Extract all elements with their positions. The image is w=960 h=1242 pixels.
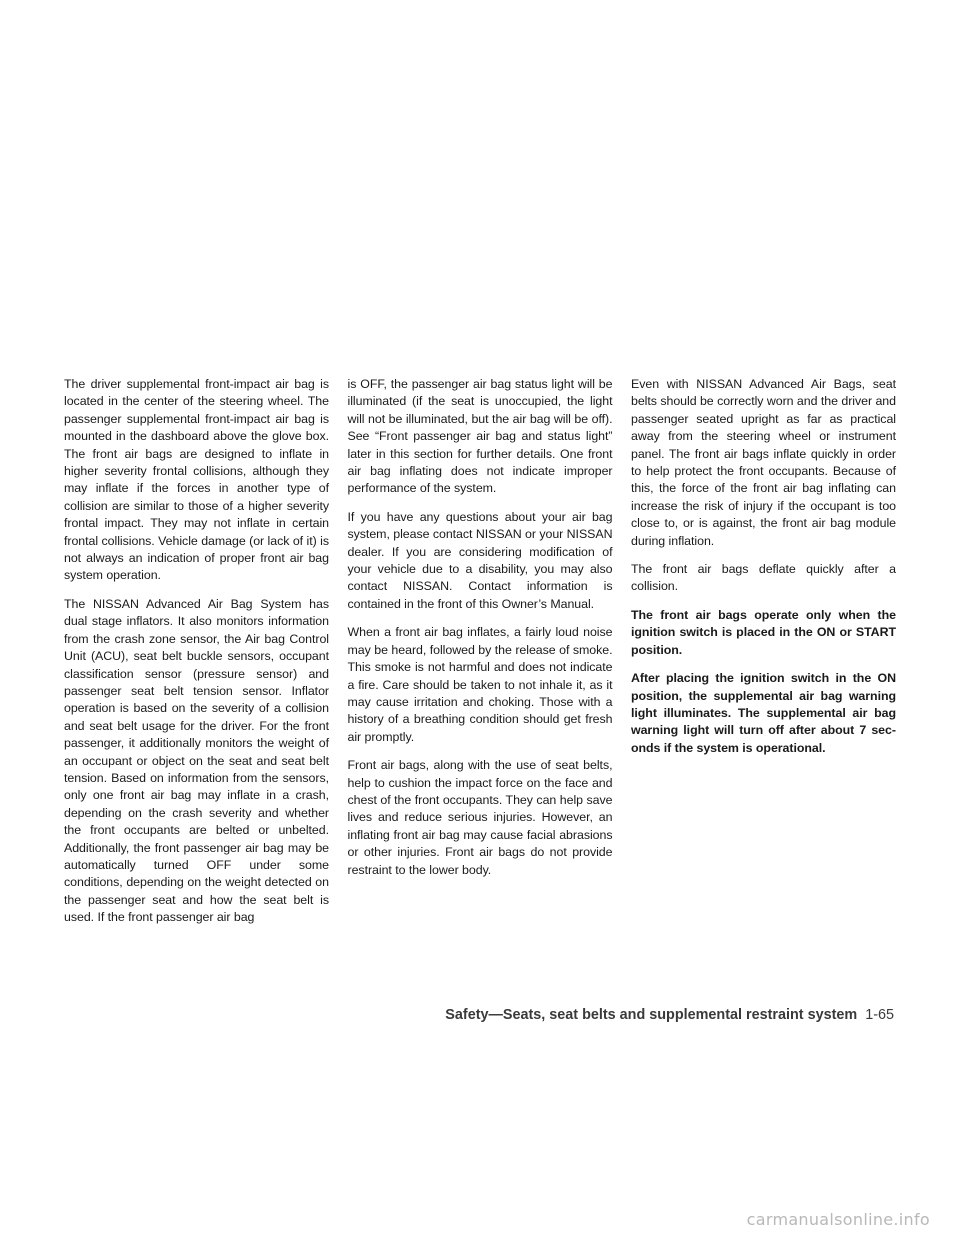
column-middle xyxy=(348,376,613,938)
watermark-text: carmanualsonline.info xyxy=(746,1210,930,1229)
page-footer xyxy=(445,1007,894,1023)
footer-page-number: 1-65 xyxy=(865,1007,894,1023)
paragraph-air-bag-smoke: When a front air bag inflates, a fairly loud noise may be heard, followed by the release of smoke. This smoke is not harmful and does not indicate a fire. Care should be taken to not inhale it, as it may cause irritation and choking. Those with a history of a breathing condition should get fresh air promptly. xyxy=(347,625,613,744)
column-left xyxy=(64,376,329,938)
paragraph-seat-belts-worn: Even with NISSAN Advanced Air Bags, seat belts should be correctly worn and the driver and passenger seated upright as far as practical away from the steering wheel or instrument panel. The front air bags inflate quickly in order to help protect the front occupants. Because of this, the force of the front air bag inflating can increase the risk of injury if the occupant is too close to, or is against, the front air bag module during inflation. xyxy=(631,377,896,548)
paragraph-passenger-status-light: is OFF, the passenger air bag status light will be illuminated (if the seat is unoccupied, the light will not be illuminated, but the air bag will be off). See “Front passenger air bag and status light” later in this section for further details. One front air bag inflating does not indicate improper performance of the system. xyxy=(347,377,613,496)
footer-section-title: Safety—Seats, seat belts and supplemental restraint system xyxy=(445,1007,858,1023)
body-columns xyxy=(64,376,896,938)
paragraph-driver-air-bag-location: The driver supplemental front-impact air bag is located in the center of the steering wheel. The passenger supplemental front-impact air bag is mounted in the dashboard above the glove box. The front air bags are designed to inflate in higher severity frontal collisions, although they may inflate if the forces in another type of collision are similar to those of a higher severity frontal impact. They may not inflate in certain frontal collisions. Vehicle damage (or lack of it) is not always an indication of proper front air bag system operation. xyxy=(64,377,329,583)
paragraph-warning-light-note: After placing the ignition switch in the ON position, the supplemental air bag warning light illuminates. The supplemental air bag warning light will turn off after about 7 seconds if the system is operational. xyxy=(631,671,896,755)
paragraph-contact-nissan: If you have any questions about your air bag system, please contact NISSAN or your NISSAN dealer. If you are considering modification of your vehicle due to a disability, you may also contact NISSAN. Contact information is contained in the front of this Owner’s Manual. xyxy=(347,509,613,611)
paragraph-ignition-switch-note: The front air bags operate only when the ignition switch is placed in the ON or START position. xyxy=(631,607,896,657)
column-right xyxy=(631,376,896,938)
paragraph-advanced-air-bag-system: The NISSAN Advanced Air Bag System has dual stage inflators. It also monitors information from the crash zone sensor, the Air bag Control Unit (ACU), seat belt buckle sensors, occupant classification sensor (pressure sensor) and passenger seat belt tension sensor. Inflator operation is based on the severity of a collision and seat belt usage for the driver. For the front passenger, it additionally monitors the weight of an occupant or object on the seat and seat belt tension. Based on information from the sensors, only one front air bag may inflate in a crash, depending on the crash severity and whether the front occupants are belted or unbelted. Additionally, the front passenger air bag may be automatically turned OFF under some conditions, depending on the weight detected on the passenger seat and how the seat belt is used. If the front passenger air bag xyxy=(64,596,329,925)
paragraph-seat-belt-cushion: Front air bags, along with the use of seat belts, help to cushion the impact force on the face and chest of the front occupants. They can help save lives and reduce serious injuries. However, an inflating front air bag may cause facial abrasions or other injuries. Front air bags do not provide restraint to the lower body. xyxy=(347,758,613,877)
paragraph-air-bags-deflate: The front air bags deflate quickly after a collision. xyxy=(631,562,896,594)
